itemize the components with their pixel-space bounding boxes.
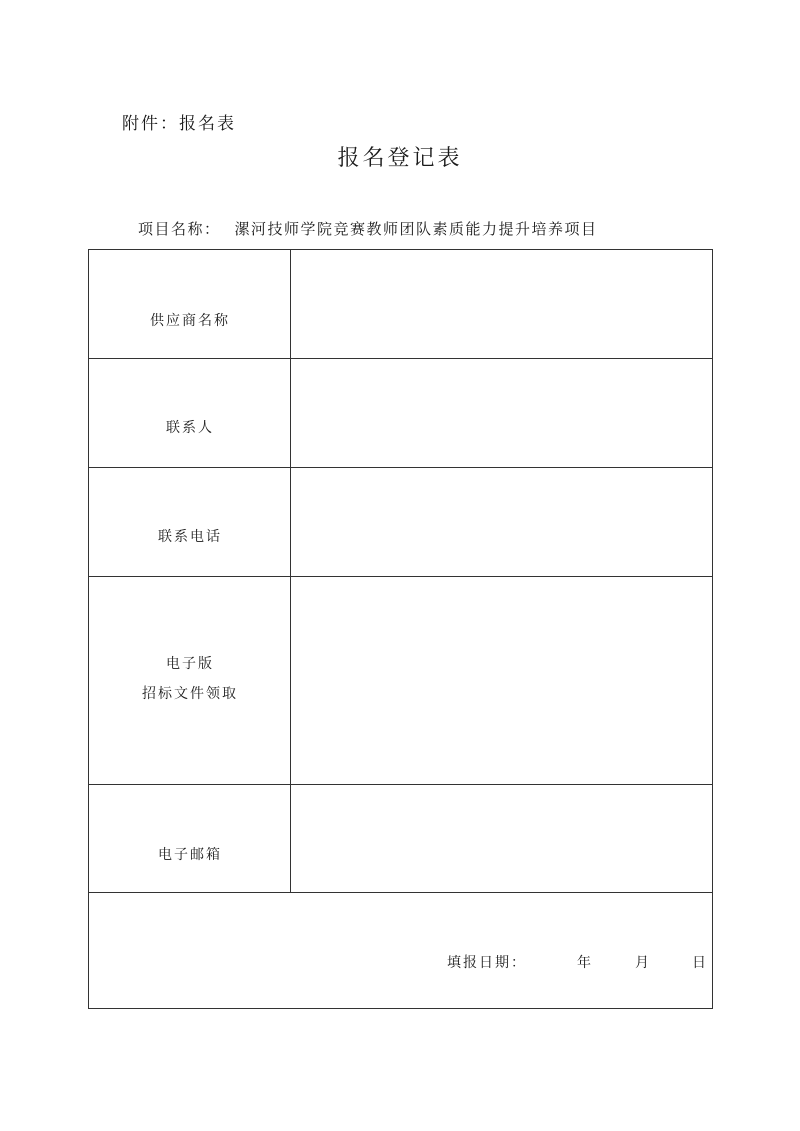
row-contact-person xyxy=(89,359,712,468)
project-label: 项目名称： xyxy=(138,220,221,238)
form-title: 报名登记表 xyxy=(337,146,463,171)
contact-person-field[interactable] xyxy=(291,359,712,467)
label-cell xyxy=(89,468,291,576)
contact-person-label: 联系人 xyxy=(166,420,214,436)
fill-date-label: 填报日期： xyxy=(447,955,527,971)
row-supplier-name xyxy=(89,250,712,359)
tender-document-label-line1: 电子版 xyxy=(166,656,214,672)
contact-phone-label: 联系电话 xyxy=(158,529,222,545)
label-cell xyxy=(89,785,291,892)
tender-document-label-line2: 招标文件领取 xyxy=(142,686,238,702)
project-name: 漯河技师学院竞赛教师团队素质能力提升培养项目 xyxy=(234,220,598,238)
row-tender-document xyxy=(89,577,712,785)
day-label: 日 xyxy=(692,955,708,971)
attachment-label: 附件：报名表 xyxy=(122,114,236,134)
email-field[interactable] xyxy=(291,785,712,892)
tender-document-field[interactable] xyxy=(291,577,712,784)
row-contact-phone xyxy=(89,468,712,577)
year-label: 年 xyxy=(577,955,593,971)
label-cell xyxy=(89,250,291,358)
registration-table xyxy=(88,249,713,1009)
label-cell xyxy=(89,577,291,784)
row-email xyxy=(89,785,712,893)
supplier-name-label: 供应商名称 xyxy=(150,313,230,329)
contact-phone-field[interactable] xyxy=(291,468,712,576)
supplier-name-field[interactable] xyxy=(291,250,712,358)
project-line xyxy=(138,218,598,239)
label-cell xyxy=(89,359,291,467)
month-label: 月 xyxy=(635,955,651,971)
email-label: 电子邮箱 xyxy=(158,847,222,863)
fill-date-row xyxy=(89,893,712,1008)
